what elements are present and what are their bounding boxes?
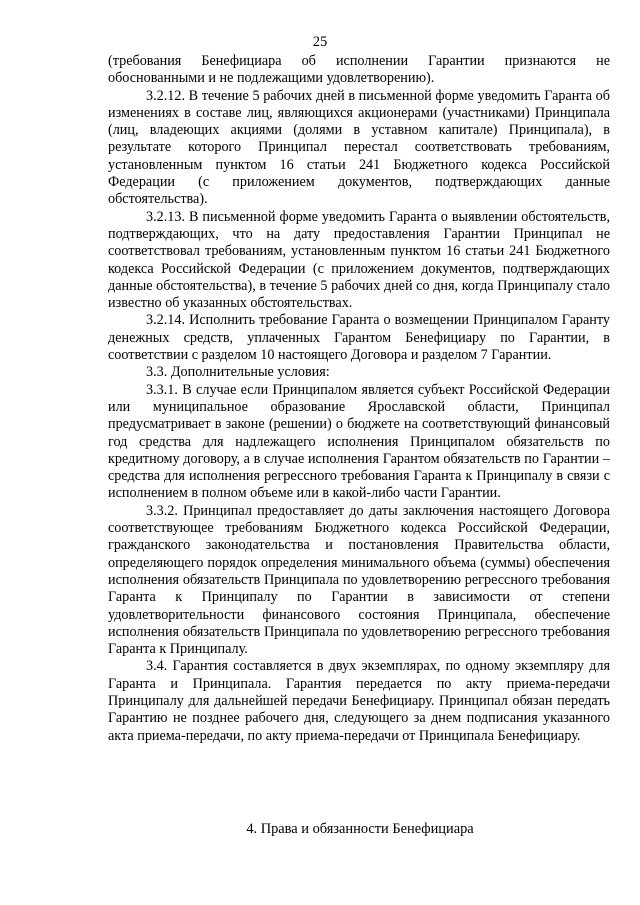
paragraph-3-3: 3.3. Дополнительные условия: [146, 364, 330, 381]
paragraph-3-2-13: 3.2.13. В письменной форме уведомить Гаранта о выявлении обстоятельств, подтверждающих, что на дату предоставления Гарантии Принципал не соответствовал требованиям, установленным пунктом 16 статьи 241 Бюджетного кодекса Российской Федерации (с приложением документов, подтверждающих данные обстоятельства), в течение 5 рабочих дней со дня, когда Принципалу стало известно об указанных обстоятельствах. [108, 208, 610, 312]
document-body [108, 53, 610, 745]
paragraph-3-2-14: 3.2.14. Исполнить требование Гаранта о возмещении Принципалом Гаранту денежных средств, уплаченных Гарантом Бенефициару по Гарантии, в соответствии с разделом 10 настоящего Договора и разделом 7 Гарантии. [108, 312, 610, 364]
section-heading: 4. Права и обязанности Бенефициара [246, 821, 474, 837]
paragraph-3-2-12: 3.2.12. В течение 5 рабочих дней в письменной форме уведомить Гаранта об изменениях в составе лиц, являющихся акционерами (участниками) Принципала (лиц, владеющих акциями (долями в уставном капитале) Принципала), в результате которого Принципал перестал соответствовать требованиям, установленным пунктом 16 статьи 241 Бюджетного кодекса Российской Федерации (с приложением документов, подтверждающих данные обстоятельства). [108, 87, 610, 208]
paragraph-continuation: (требования Бенефициара об исполнении Гарантии признаются не обоснованными и не подлежащими удовлетворению). [108, 53, 610, 87]
page-number: 25 [312, 34, 328, 50]
paragraph-3-3-1: 3.3.1. В случае если Принципалом является субъект Российской Федерации или муниципальное образование Ярославской области, Принципал предусматривает в законе (решении) о бюджете на соответствующий финансовый год средства для надлежащего исполнения Принципалом обязательств по кредитному договору, а в случае исполнения Гарантом обязательств по Гарантии – средства для исполнения регрессного требования Гаранта к Принципалу в связи с исполнением в полном объеме или в какой-либо части Гарантии. [108, 381, 610, 502]
paragraph-3-3-2: 3.3.2. Принципал предоставляет до даты заключения настоящего Договора соответствующее требованиям Бюджетного кодекса Российской Федерации, гражданского законодательства и постановления Правительства области, определяющего порядок определения минимального объема (суммы) обеспечения исполнения обязательств Принципала по удовлетворению регрессного требования Гаранта к Принципалу по Гарантии в зависимости от степени удовлетворительности финансового состояния Принципала, обеспечение исполнения обязательств Принципала по удовлетворению регрессного требования Гаранта к Принципалу. [108, 502, 610, 658]
paragraph-3-4: 3.4. Гарантия составляется в двух экземплярах, по одному экземпляру для Гаранта и Принципала. Гарантия передается по акту приема-передачи Принципалу для дальнейшей передачи Бенефициару. Принципал обязан передать Гарантию не позднее рабочего дня, следующего за днем подписания указанного акта приема-передачи, по акту приема-передачи от Принципала Бенефициару. [108, 658, 610, 744]
